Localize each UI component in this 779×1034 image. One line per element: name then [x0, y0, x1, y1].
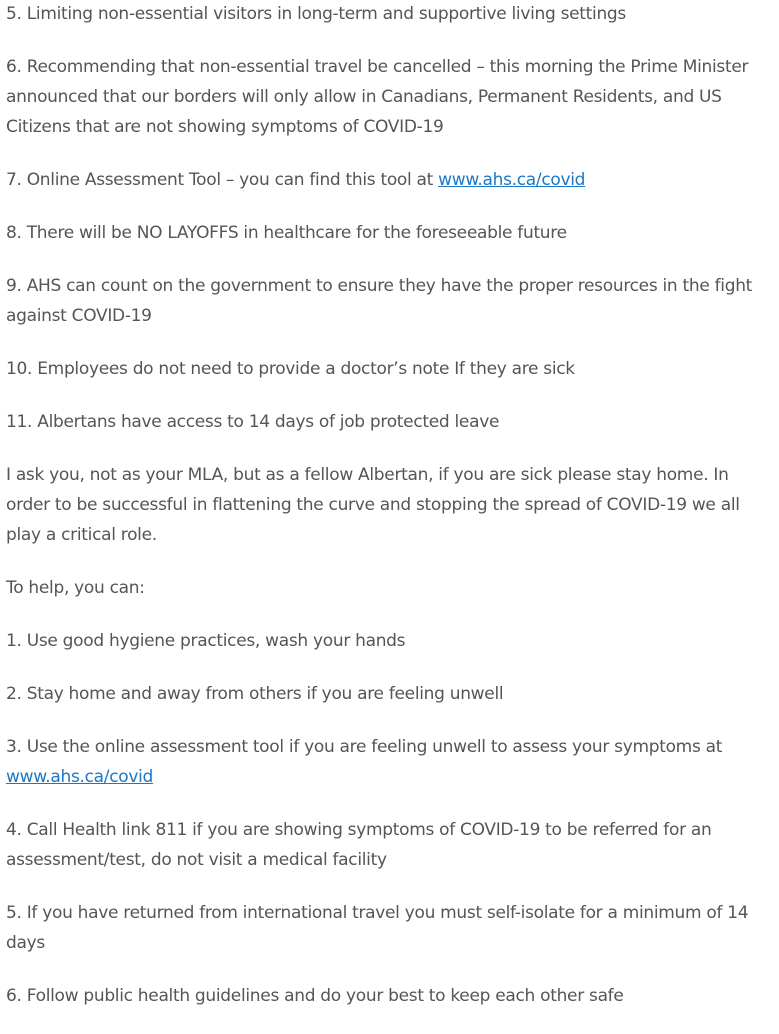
- help-item-6: [6, 981, 774, 1011]
- measure-text: 10. Employees do not need to provide a doctor’s note If they are sick: [6, 359, 575, 379]
- measure-item-7: [6, 165, 774, 195]
- measure-item-6: [6, 52, 774, 142]
- ahs-covid-link[interactable]: www.ahs.ca/covid: [438, 170, 586, 190]
- help-item-3: [6, 732, 774, 792]
- help-text: 6. Follow public health guidelines and do your best to keep each other safe: [6, 986, 624, 1006]
- measure-item-10: [6, 354, 774, 384]
- measure-text: 9. AHS can count on the government to ensure they have the proper resources in the fight against COVID-19: [6, 276, 753, 326]
- article-body: [6, 0, 774, 1034]
- help-intro: To help, you can:: [6, 578, 145, 598]
- help-item-4: [6, 815, 774, 875]
- measure-text: 6. Recommending that non-essential travel be cancelled – this morning the Prime Minister announced that our borders will only allow in Canadians, Permanent Residents, and US Citizens that are not showing symptoms of COVID-19: [6, 57, 749, 137]
- help-item-2: [6, 679, 774, 709]
- help-text: 1. Use good hygiene practices, wash your hands: [6, 631, 406, 651]
- measure-text: 5. Limiting non-essential visitors in long-term and supportive living settings: [6, 4, 626, 24]
- help-text: 2. Stay home and away from others if you are feeling unwell: [6, 684, 504, 704]
- help-text: 4. Call Health link 811 if you are showing symptoms of COVID-19 to be referred for an assessment/test, do not visit a medical facility: [6, 820, 712, 870]
- help-text: 5. If you have returned from international travel you must self-isolate for a minimum of 14 days: [6, 903, 749, 953]
- ahs-covid-link[interactable]: www.ahs.ca/covid: [6, 767, 154, 787]
- measure-text: 7. Online Assessment Tool – you can find this tool at: [6, 170, 439, 190]
- help-text: 3. Use the online assessment tool if you are feeling unwell to assess your symptoms at: [6, 737, 723, 757]
- measure-item-9: [6, 271, 774, 331]
- help-item-1: [6, 626, 774, 656]
- measure-item-5: [6, 0, 774, 29]
- measure-text: 11. Albertans have access to 14 days of job protected leave: [6, 412, 500, 432]
- measure-item-8: [6, 218, 774, 248]
- appeal-paragraph: I ask you, not as your MLA, but as a fellow Albertan, if you are sick please stay home. In order to be successful in flattening the curve and stopping the spread of COVID-19 we all play a critical role.: [6, 465, 740, 545]
- measure-text: 8. There will be NO LAYOFFS in healthcare for the foreseeable future: [6, 223, 567, 243]
- measure-item-11: [6, 407, 774, 437]
- help-item-5: [6, 898, 774, 958]
